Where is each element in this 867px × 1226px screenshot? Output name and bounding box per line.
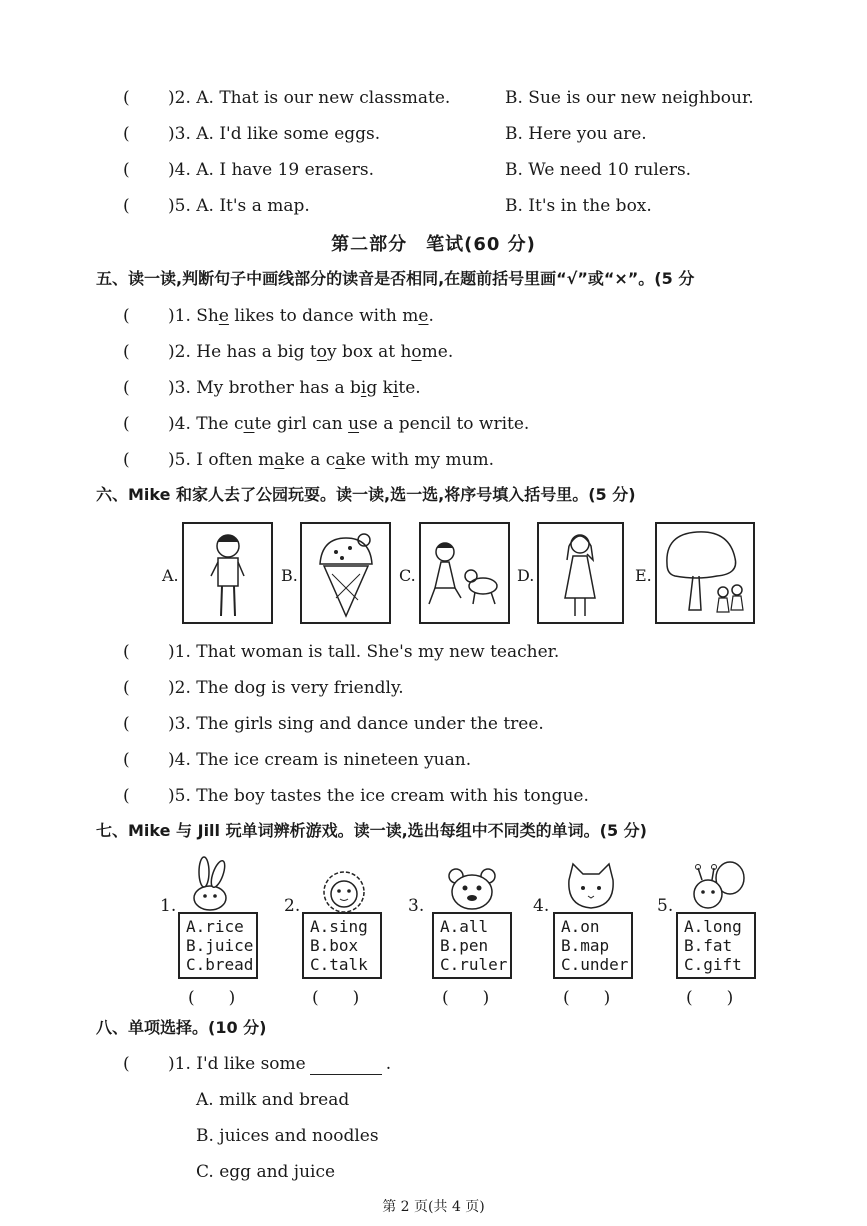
picture-letter-b: B. <box>281 566 298 585</box>
part-two-title: 第二部分 笔试(60 分) <box>331 234 536 255</box>
group-number: 3. <box>408 896 425 916</box>
word-option-c: C.gift <box>684 955 742 974</box>
section7-heading: 七、Mike 与 Jill 玩单词辨析游戏。读一读,选出每组中不同类的单词。(5 分) <box>96 821 647 840</box>
word-group-box <box>178 912 258 979</box>
word-option-c: C.bread <box>186 955 254 974</box>
section6-item: )4. The ice cream is nineteen yuan. <box>168 750 472 770</box>
group-number: 1. <box>160 896 177 916</box>
section5-item <box>168 305 434 327</box>
item-text: )1. Sh <box>168 306 219 326</box>
underlined-letter: o <box>411 342 422 362</box>
picture-b <box>300 522 391 624</box>
bear-icon <box>434 856 514 916</box>
answer-paren[interactable]: ( <box>123 450 130 470</box>
word-option-a: A.long <box>684 917 742 936</box>
word-option-c: C.talk <box>310 955 368 974</box>
word-option-b: B.box <box>310 936 359 955</box>
listening-option-b: B. Sue is our new neighbour. <box>505 88 754 108</box>
word-group-box <box>553 912 633 979</box>
underlined-letter: u <box>243 414 255 434</box>
group-number: 4. <box>533 896 550 916</box>
item-text: . <box>428 306 434 326</box>
section8-q1 <box>168 1053 391 1075</box>
word-option-a: A.rice <box>186 917 244 936</box>
section8-q1-end: . <box>385 1054 392 1074</box>
group-number: 5. <box>657 896 674 916</box>
underlined-letter: o <box>316 342 327 362</box>
item-text: )5. I often m <box>168 450 275 470</box>
word-option-b: B.fat <box>684 936 733 955</box>
option-a: A. milk and bread <box>196 1090 350 1110</box>
item-text: te. <box>398 378 421 398</box>
item-text: ke with my mum. <box>345 450 495 470</box>
answer-blank[interactable] <box>310 1058 382 1075</box>
section6-heading: 六、Mike 和家人去了公园玩耍。读一读,选一选,将序号填入括号里。(5 分) <box>96 485 636 504</box>
answer-paren[interactable]: ( ) <box>442 988 490 1008</box>
answer-paren[interactable]: ( <box>123 750 130 770</box>
item-text: )3. My brother has a b <box>168 378 361 398</box>
picture-d <box>537 522 624 624</box>
listening-option-a: )4. A. I have 19 erasers. <box>168 160 375 180</box>
word-option-a: A.sing <box>310 917 368 936</box>
answer-paren[interactable]: ( <box>123 414 130 434</box>
listening-option-a: )5. A. It's a map. <box>168 196 310 216</box>
section8-heading: 八、单项选择。(10 分) <box>96 1018 267 1037</box>
listening-option-b: B. It's in the box. <box>505 196 652 216</box>
section5-item <box>168 449 494 471</box>
word-option-a: A.all <box>440 917 489 936</box>
lion-icon <box>304 856 384 916</box>
page-footer: 第 2 页(共 4 页) <box>382 1199 485 1215</box>
underlined-letter: a <box>335 450 346 470</box>
rabbit-icon <box>180 856 260 916</box>
answer-paren[interactable]: ( <box>123 306 130 326</box>
listening-paren: ( <box>123 160 130 180</box>
item-text: likes to dance with m <box>228 306 419 326</box>
item-text: te girl can <box>254 414 349 434</box>
answer-paren[interactable]: ( <box>123 378 130 398</box>
listening-option-b: B. We need 10 rulers. <box>505 160 692 180</box>
underlined-letter: i <box>392 378 399 398</box>
item-text: ke a c <box>284 450 336 470</box>
section5-item <box>168 413 529 435</box>
answer-paren[interactable]: ( <box>123 642 130 662</box>
section5-heading: 五、读一读,判断句子中画线部分的读音是否相同,在题前括号里画“√”或“×”。(5 分 <box>96 269 695 288</box>
answer-paren[interactable]: ( ) <box>312 988 360 1008</box>
answer-paren[interactable]: ( <box>123 714 130 734</box>
woman-icon <box>539 524 622 622</box>
listening-option-b: B. Here you are. <box>505 124 647 144</box>
section8-q1-paren: ( <box>123 1054 130 1074</box>
group-number: 2. <box>284 896 301 916</box>
section5-item <box>168 377 421 399</box>
tree-with-girls-icon <box>657 524 753 622</box>
girl-with-dog-icon <box>421 524 508 622</box>
picture-letter-a: A. <box>162 566 179 585</box>
picture-letter-d: D. <box>517 566 535 585</box>
word-option-b: B.pen <box>440 936 489 955</box>
item-text: me. <box>421 342 454 362</box>
answer-paren[interactable]: ( <box>123 342 130 362</box>
word-option-c: C.under <box>561 955 629 974</box>
picture-e <box>655 522 755 624</box>
underlined-letter: e <box>418 306 429 326</box>
cat-icon <box>555 856 635 916</box>
word-option-b: B.map <box>561 936 610 955</box>
ice-cream-icon <box>302 524 389 622</box>
section6-item: )3. The girls sing and dance under the tree. <box>168 714 544 734</box>
word-option-b: B.juice <box>186 936 254 955</box>
word-group-box <box>302 912 382 979</box>
boy-icon <box>184 524 271 622</box>
item-text: y box at h <box>326 342 412 362</box>
item-text: )2. He has a big t <box>168 342 317 362</box>
picture-letter-e: E. <box>635 566 652 585</box>
picture-a <box>182 522 273 624</box>
answer-paren[interactable]: ( <box>123 678 130 698</box>
underlined-letter: i <box>360 378 367 398</box>
word-option-a: A.on <box>561 917 600 936</box>
listening-paren: ( <box>123 196 130 216</box>
word-group-box <box>676 912 756 979</box>
answer-paren[interactable]: ( ) <box>563 988 611 1008</box>
answer-paren[interactable]: ( <box>123 786 130 806</box>
item-text: g k <box>366 378 393 398</box>
section5-item <box>168 341 453 363</box>
picture-letter-c: C. <box>399 566 416 585</box>
section6-item: )5. The boy tastes the ice cream with his tongue. <box>168 786 589 806</box>
listening-paren: ( <box>123 124 130 144</box>
listening-option-a: )3. A. I'd like some eggs. <box>168 124 381 144</box>
option-b: B. juices and noodles <box>196 1126 379 1146</box>
listening-paren: ( <box>123 88 130 108</box>
section8-q1-text: )1. I'd like some <box>168 1054 306 1074</box>
section6-item: )2. The dog is very friendly. <box>168 678 404 698</box>
word-option-c: C.ruler <box>440 955 508 974</box>
section6-item: )1. That woman is tall. She's my new teacher. <box>168 642 560 662</box>
underlined-letter: e <box>218 306 229 326</box>
listening-option-a: )2. A. That is our new classmate. <box>168 88 451 108</box>
option-c: C. egg and juice <box>196 1162 336 1182</box>
item-text: se a pencil to write. <box>359 414 530 434</box>
item-text: )4. The c <box>168 414 244 434</box>
bee-icon <box>678 856 758 916</box>
underlined-letter: u <box>348 414 360 434</box>
answer-paren[interactable]: ( ) <box>188 988 236 1008</box>
answer-paren[interactable]: ( ) <box>686 988 734 1008</box>
underlined-letter: a <box>274 450 285 470</box>
picture-c <box>419 522 510 624</box>
word-group-box <box>432 912 512 979</box>
